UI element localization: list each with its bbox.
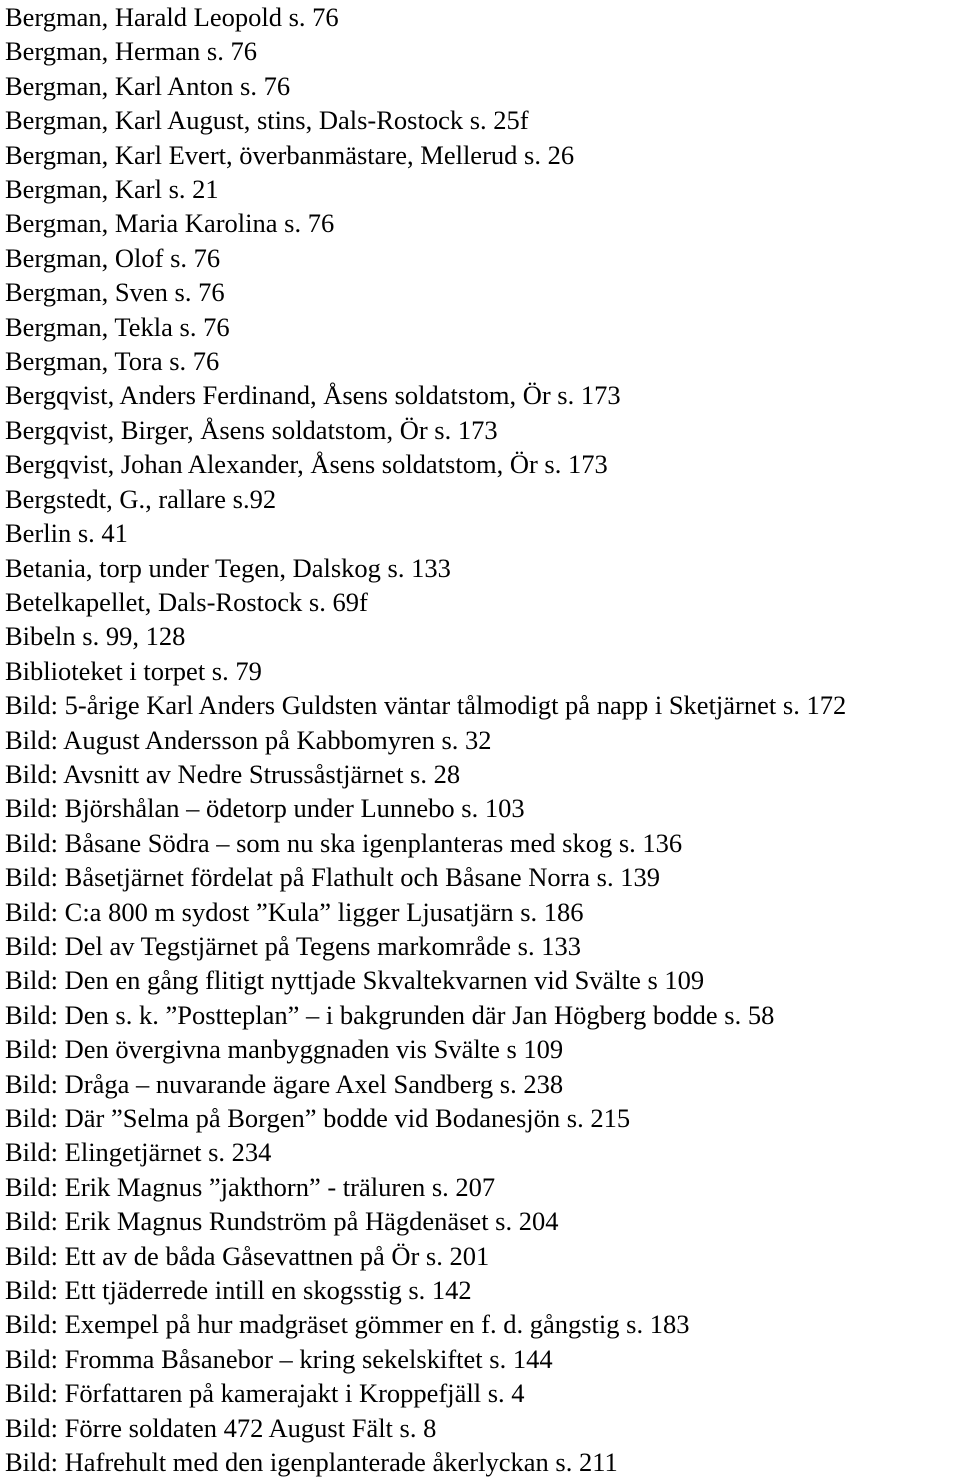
index-entry: Bergqvist, Birger, Åsens soldatstom, Ör s. 173	[5, 414, 498, 445]
index-entry: Bild: Där ”Selma på Borgen” bodde vid Bodanesjön s. 215	[5, 1103, 631, 1133]
index-entry: Betania, torp under Tegen, Dalskog s. 133	[5, 552, 451, 583]
index-entry: Berlin s. 41	[5, 518, 128, 549]
index-entry: Bild: Författaren på kamerajakt i Kroppefjäll s. 4	[5, 1378, 525, 1409]
index-entry: Bergman, Karl s. 21	[5, 174, 219, 205]
index-entry: Bild: Fromma Båsanebor – kring sekelskiftet s. 144	[5, 1343, 553, 1374]
index-entry: Bergman, Sven s. 76	[5, 277, 225, 308]
index-entry: Betelkapellet, Dals-Rostock s. 69f	[5, 586, 368, 617]
index-entry: Bild: Ett tjäderrede intill en skogsstig s. 142	[5, 1275, 472, 1306]
index-entry: Bild: Erik Magnus ”jakthorn” - träluren s. 207	[5, 1171, 496, 1202]
index-entry: Biblioteket i torpet s. 79	[5, 655, 262, 686]
index-entry: Bild: C:a 800 m sydost ”Kula” ligger Ljusatjärn s. 186	[5, 896, 584, 927]
index-entry: Bergqvist, Anders Ferdinand, Åsens soldatstom, Ör s. 173	[5, 380, 621, 411]
index-entry: Bild: Ett av de båda Gåsevattnen på Ör s. 201	[5, 1240, 490, 1271]
index-entry: Bergman, Karl August, stins, Dals-Rostock s. 25f	[5, 105, 529, 136]
index-page	[5, 0, 955, 1479]
index-entry: Bild: August Andersson på Kabbomyren s. 32	[5, 724, 492, 755]
index-entry: Bergstedt, G., rallare s.92	[5, 483, 277, 514]
index-entry: Bild: Exempel på hur madgräset gömmer en f. d. gångstig s. 183	[5, 1309, 690, 1340]
index-entry: Bild: 5-årige Karl Anders Guldsten väntar tålmodigt på napp i Sketjärnet s. 172	[5, 690, 847, 721]
index-entry: Bild: Hafrehult med den igenplanterade åkerlyckan s. 211	[5, 1447, 618, 1478]
index-entry: Bild: Båsane Södra – som nu ska igenplanteras med skog s. 136	[5, 827, 683, 858]
index-entry: Bild: Björshålan – ödetorp under Lunnebo s. 103	[5, 793, 525, 824]
index-entry: Bild: Förre soldaten 472 August Fält s. 8	[5, 1412, 437, 1443]
index-entry: Bild: Erik Magnus Rundström på Hägdenäset s. 204	[5, 1206, 559, 1237]
index-entry: Bibeln s. 99, 128	[5, 621, 186, 652]
index-entry: Bild: Den s. k. ”Postteplan” – i bakgrunden där Jan Högberg bodde s. 58	[5, 999, 775, 1030]
index-entry: Bergman, Tekla s. 76	[5, 311, 230, 342]
index-entry: Bild: Elingetjärnet s. 234	[5, 1137, 272, 1168]
index-entry: Bild: Den övergivna manbyggnaden vis Svälte s 109	[5, 1034, 564, 1065]
index-entry: Bild: Den en gång flitigt nyttjade Skvaltekvarnen vid Svälte s 109	[5, 965, 705, 996]
index-entry: Bergman, Tora s. 76	[5, 346, 220, 377]
index-entry: Bild: Dråga – nuvarande ägare Axel Sandberg s. 238	[5, 1068, 564, 1099]
index-entry: Bild: Båsetjärnet fördelat på Flathult och Båsane Norra s. 139	[5, 862, 660, 893]
index-entry: Bergman, Harald Leopold s. 76	[5, 2, 339, 32]
index-entry: Bergman, Herman s. 76	[5, 36, 257, 67]
index-entry: Bergqvist, Johan Alexander, Åsens soldatstom, Ör s. 173	[5, 449, 608, 480]
index-entry: Bergman, Karl Anton s. 76	[5, 70, 291, 101]
index-entry: Bild: Avsnitt av Nedre Strussåstjärnet s. 28	[5, 758, 461, 789]
index-entry: Bild: Del av Tegstjärnet på Tegens markområde s. 133	[5, 930, 581, 961]
index-entry: Bergman, Maria Karolina s. 76	[5, 208, 335, 239]
index-entry: Bergman, Karl Evert, överbanmästare, Mellerud s. 26	[5, 139, 575, 170]
index-entry: Bergman, Olof s. 76	[5, 242, 221, 273]
